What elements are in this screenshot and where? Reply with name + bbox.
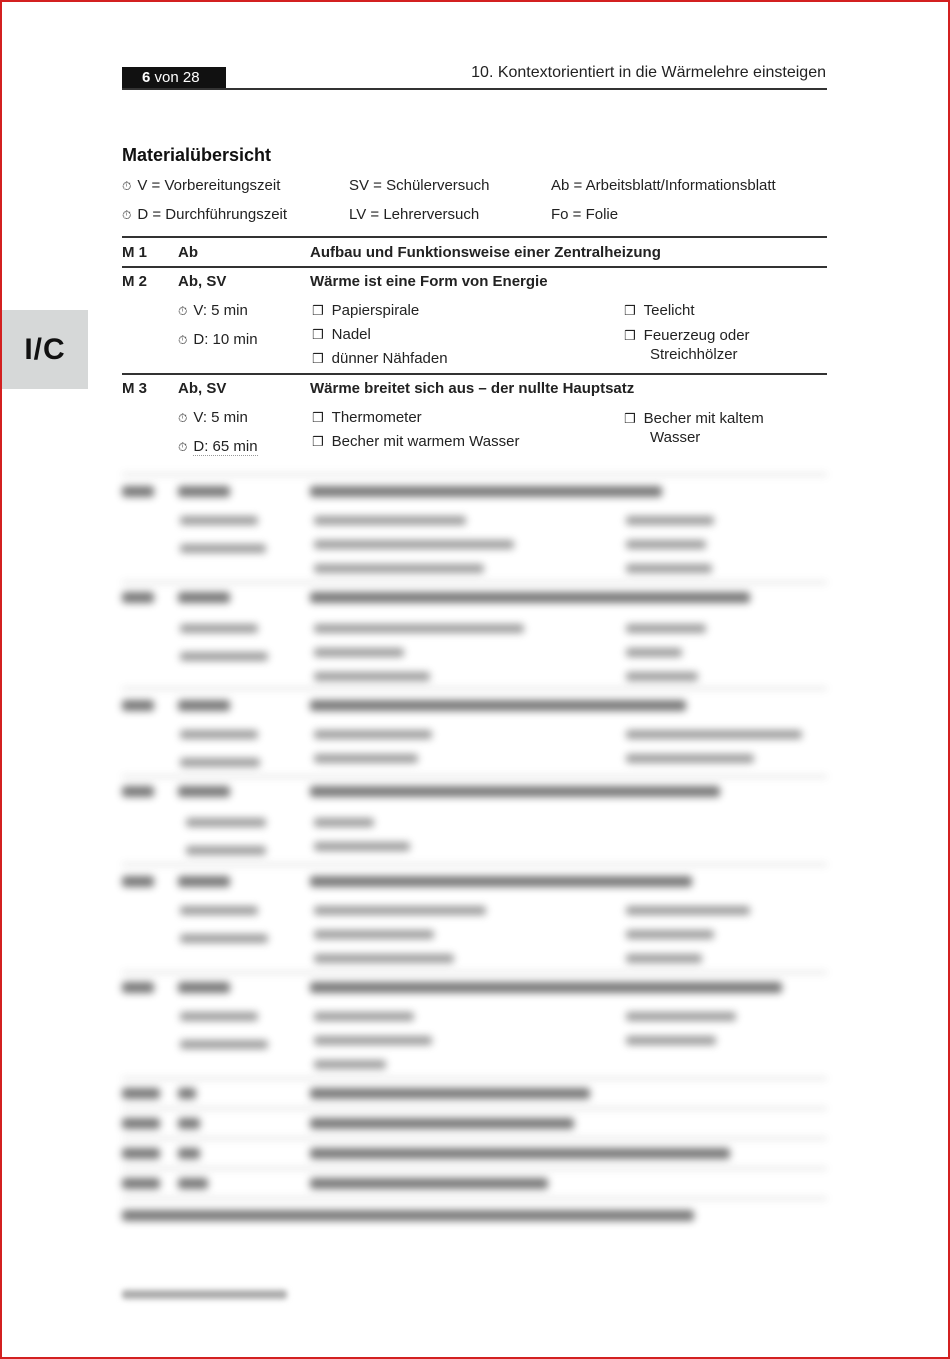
- material-title: Wärme breitet sich aus – der nullte Hauptsatz: [310, 380, 635, 397]
- exec-time: [178, 331, 258, 348]
- material-type: Ab: [178, 244, 198, 261]
- item-label: Becher mit warmem Wasser: [331, 433, 520, 450]
- item-label: dünner Nähfaden: [331, 350, 448, 367]
- checklist-item: [312, 409, 422, 426]
- material-id: M 2: [122, 273, 148, 290]
- prep-time-text: V: 5 min: [193, 409, 248, 426]
- prep-time: [178, 302, 248, 319]
- item-label: Teelicht: [643, 302, 695, 319]
- section-tab: I/C: [2, 310, 88, 389]
- exec-time-text: D: 65 min: [193, 438, 258, 455]
- clock-icon: ⏱: [122, 208, 132, 222]
- prep-time-text: V: 5 min: [193, 302, 248, 319]
- page-of: von 28: [154, 69, 200, 86]
- exec-time: [178, 438, 258, 455]
- clock-icon: ⏱: [178, 333, 188, 347]
- material-type: Ab, SV: [178, 380, 227, 397]
- material-title: Wärme ist eine Form von Energie: [310, 273, 548, 290]
- material-id: M 3: [122, 380, 148, 397]
- clock-icon: ⏱: [122, 179, 132, 193]
- item-label: Feuerzeug oder Streichhölzer: [643, 327, 750, 363]
- legend-v: [122, 177, 280, 194]
- table-divider: [122, 236, 827, 238]
- checkbox-icon: ❒: [312, 351, 324, 366]
- checkbox-icon: ❒: [312, 327, 324, 342]
- checkbox-icon: ❒: [624, 303, 636, 318]
- page-number: 6: [142, 69, 151, 86]
- table-divider: [122, 373, 827, 375]
- material-id: M 1: [122, 244, 148, 261]
- clock-icon: ⏱: [178, 411, 188, 425]
- header-divider: [122, 88, 827, 90]
- legend-fo: Fo = Folie: [551, 206, 619, 223]
- footer-copyright-blurred: [122, 1290, 287, 1299]
- checklist-item: [312, 302, 419, 319]
- checkbox-icon: ❒: [624, 411, 636, 426]
- checkbox-icon: ❒: [312, 434, 324, 449]
- legend-d-text: D = Durchführungszeit: [137, 206, 288, 223]
- clock-icon: ⏱: [178, 304, 188, 318]
- checklist-item: [312, 433, 519, 450]
- checklist-item: [312, 326, 371, 343]
- exec-time-text: D: 10 min: [193, 331, 258, 348]
- chapter-title: 10. Kontextorientiert in die Wärmelehre einsteigen: [471, 64, 826, 81]
- blurred-content: [118, 472, 838, 1232]
- checklist-item: [624, 326, 814, 364]
- item-label: Nadel: [331, 326, 371, 343]
- checkbox-icon: ❒: [312, 303, 324, 318]
- checkbox-icon: ❒: [624, 328, 636, 343]
- clock-icon: ⏱: [178, 440, 188, 454]
- checkbox-icon: ❒: [312, 410, 324, 425]
- prep-time: [178, 409, 248, 426]
- page-number-badge: [122, 67, 226, 88]
- section-title: Materialübersicht: [122, 145, 272, 165]
- legend-sv: SV = Schülerversuch: [349, 177, 490, 194]
- checklist-item: [624, 302, 695, 319]
- legend-v-text: V = Vorbereitungszeit: [137, 177, 281, 194]
- material-title: Aufbau und Funktionsweise einer Zentralheizung: [310, 244, 661, 261]
- item-label: Thermometer: [331, 409, 422, 426]
- legend-d: [122, 206, 287, 223]
- table-divider: [122, 266, 827, 268]
- item-label: Becher mit kaltem Wasser: [643, 410, 764, 446]
- checklist-item: [624, 409, 814, 447]
- legend-ab: Ab = Arbeitsblatt/Informationsblatt: [551, 177, 776, 194]
- checklist-item: [312, 350, 448, 367]
- item-label: Papierspirale: [331, 302, 420, 319]
- legend-lv: LV = Lehrerversuch: [349, 206, 480, 223]
- material-type: Ab, SV: [178, 273, 227, 290]
